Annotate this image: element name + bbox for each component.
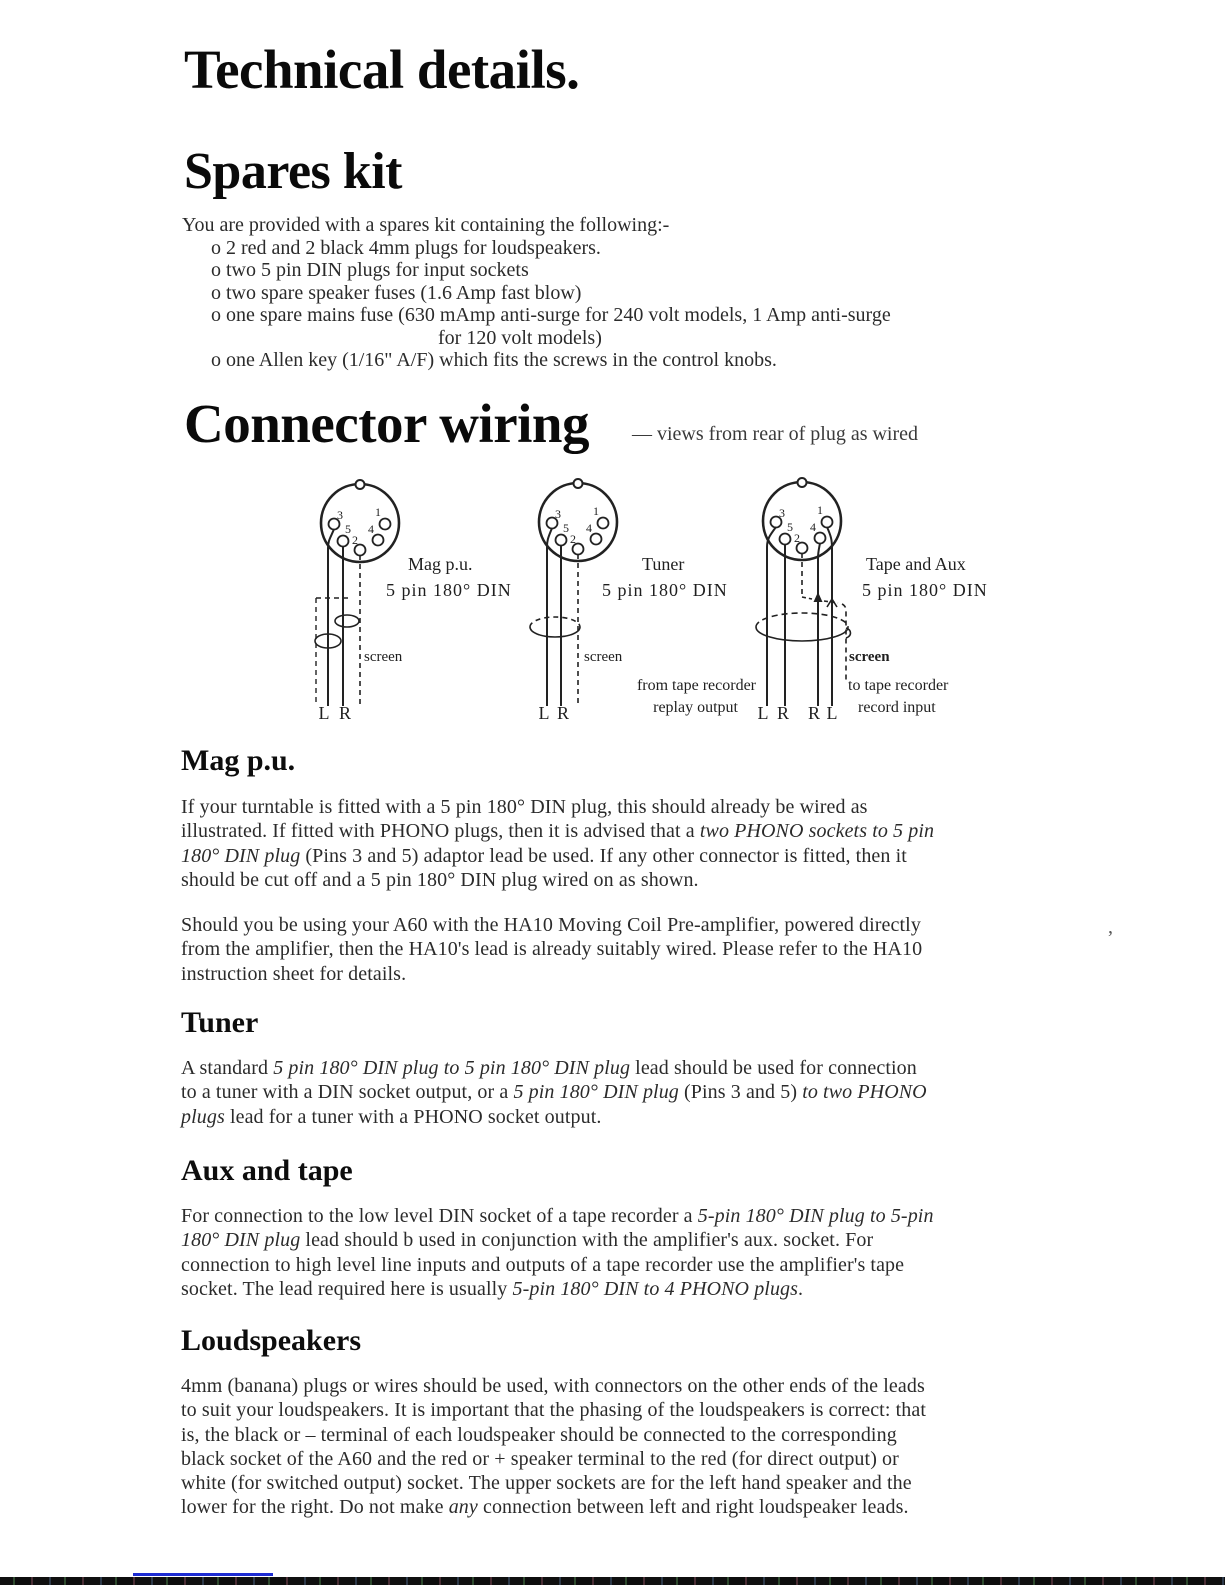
list-item-text: one spare mains fuse (630 mAmp anti-surge for 240 volt models, 1 Amp anti-surge [226, 304, 891, 327]
paragraph: A standard 5 pin 180° DIN plug to 5 pin 180° DIN plug lead should be used for connection to a tuner with a DIN socket output, or a 5 pin 180° DIN plug (Pins 3 and 5) to two PHONO plugs lead for a tuner with a PHONO socket output. [181, 1057, 927, 1128]
list-item [182, 282, 891, 304]
pin-4 [591, 534, 602, 545]
screen-loop [756, 627, 848, 641]
list-item-text: 2 red and 2 black 4mm plugs for loudspeakers. [226, 237, 601, 259]
pin-label: 1 [593, 504, 599, 518]
list-item-text: for 120 volt models) [438, 326, 602, 349]
pin-label: 4 [810, 520, 816, 534]
plug-body [763, 482, 841, 560]
scan-edge-bar [0, 1577, 1225, 1585]
pin-5 [556, 535, 567, 546]
wire-label: R [776, 703, 790, 723]
pin-label: 3 [555, 507, 561, 521]
section-heading-aux-and-tape: Aux and tape [181, 1154, 353, 1187]
spares-intro: You are provided with a spares kit containing the following:- [182, 214, 670, 236]
page-title: Technical details. [184, 39, 580, 100]
din-plug-tape-aux [756, 478, 851, 706]
screen-loop [756, 613, 848, 627]
plug-title: Tuner [642, 554, 685, 574]
pin-1 [822, 517, 833, 528]
list-item-text: two 5 pin DIN plugs for input sockets [226, 259, 529, 282]
pin-label: 5 [787, 520, 793, 534]
pin-label: 2 [794, 531, 800, 545]
pin-1 [598, 518, 609, 529]
connector-wiring-subtitle: — views from rear of plug as wired [632, 423, 919, 445]
plug-notch [798, 478, 807, 487]
scan-speck: , [1108, 916, 1113, 938]
list-item-text: two spare speaker fuses (1.6 Amp fast blow) [226, 281, 582, 304]
pin-label: 1 [817, 503, 823, 517]
screen-link [842, 604, 846, 683]
paragraph: If your turntable is fitted with a 5 pin 180° DIN plug, this should already be wired as illustrated. If fitted with PHONO plugs, then it is advised that a two PHONO sockets to 5 pin 180° DIN plug (Pins 3 and 5) adaptor lead be used. If any other connector is fitted, then it should be cut off and a 5 pin 180° DIN plug wired on as shown. [181, 796, 935, 891]
wire-left-2 [827, 527, 832, 706]
list-item-continuation [182, 327, 891, 349]
note-to-tape-recorder: to tape recorder [848, 677, 949, 694]
pin-label: 4 [368, 522, 374, 536]
list-bullet: o [211, 259, 221, 282]
spares-list [182, 237, 891, 371]
plug-notch [574, 479, 583, 488]
pin-label: 2 [352, 533, 358, 547]
section-heading-mag-pu: Mag p.u. [181, 744, 296, 777]
note-replay-output: replay output [653, 699, 738, 716]
section-heading-tuner: Tuner [181, 1006, 259, 1039]
screen-loop [530, 627, 580, 637]
wire-right-2 [818, 543, 820, 706]
pin-label: 3 [779, 506, 785, 520]
pin-5 [780, 534, 791, 545]
pin-5 [338, 536, 349, 547]
pin-label: 1 [375, 505, 381, 519]
pen-mark-line [133, 1573, 273, 1576]
plug-din-label: 5 pin 180° DIN [602, 580, 728, 600]
note-record-input: record input [858, 699, 936, 716]
screen-label: screen [849, 649, 890, 665]
connector-wiring-heading: Connector wiring [184, 393, 589, 454]
list-item [182, 304, 891, 326]
list-item [182, 259, 891, 281]
plug-body [539, 483, 617, 561]
plug-notch [356, 480, 365, 489]
list-bullet: o [211, 237, 221, 259]
list-bullet: o [211, 281, 221, 304]
list-bullet: o [211, 304, 221, 327]
screen-link [802, 597, 812, 599]
plug-title: Mag p.u. [408, 554, 473, 574]
pin-label: 2 [570, 532, 576, 546]
list-item [182, 237, 891, 259]
wire-left [328, 529, 334, 706]
pin-label: 3 [337, 508, 343, 522]
pin-4 [373, 535, 384, 546]
pin-label: 5 [345, 522, 351, 536]
connector-wiring-diagram [280, 462, 990, 730]
pin-4 [815, 533, 826, 544]
screen-loop [530, 617, 580, 627]
plug-title: Tape and Aux [866, 554, 966, 574]
pin-1 [380, 519, 391, 530]
wire-label: R [807, 703, 821, 723]
list-item-text: one Allen key (1/16" A/F) which fits the screws in the control knobs. [226, 348, 777, 371]
paragraph: For connection to the low level DIN socket of a tape recorder a 5-pin 180° DIN plug to 5-pin 180° DIN plug lead should b used in conjunction with the amplifier's aux. socket. For connection to high level line inputs and outputs of a tape recorder use the amplifier's tape socket. The lead required here is usually 5-pin 180° DIN to 4 PHONO plugs. [181, 1205, 934, 1300]
wire-label-right: R [556, 703, 570, 723]
arrow-up-icon [814, 592, 823, 602]
wire-label-right: R [338, 703, 352, 723]
wire-label-left: L [318, 703, 330, 723]
screen-label: screen [364, 649, 403, 665]
screen-label: screen [584, 649, 623, 665]
pin-label: 5 [563, 521, 569, 535]
plug-body [321, 484, 399, 562]
paragraph: Should you be using your A60 with the HA10 Moving Coil Pre-amplifier, powered directly from the amplifier, then the HA10's lead is already suitably wired. Please refer to the HA10 instruction sheet for details. [181, 914, 923, 985]
section-heading-loudspeakers: Loudspeakers [181, 1324, 362, 1357]
plug-din-label: 5 pin 180° DIN [386, 580, 512, 600]
note-from-tape-recorder: from tape recorder [636, 677, 756, 694]
plug-din-label: 5 pin 180° DIN [862, 580, 988, 600]
wire-label-left: L [538, 703, 550, 723]
wire-label: L [826, 703, 838, 723]
wire-label: L [757, 703, 769, 723]
paragraph: 4mm (banana) plugs or wires should be used, with connectors on the other ends of the leads to suit your loudspeakers. It is important that the phasing of the loudspeakers is correct: that is, the black or – terminal of each loudspeaker should be connected to the corresponding black socket of the A60 and the red or + speaker terminal to the red (for direct output) or white (for switched output) socket. The upper sockets are for the left hand speaker and the lower for the right. Do not make any connection between left and right loudspeaker leads. [181, 1375, 926, 1519]
list-item [182, 349, 891, 371]
list-bullet: o [211, 348, 221, 371]
spares-kit-heading: Spares kit [184, 143, 402, 200]
pin-label: 4 [586, 521, 592, 535]
screen-loop [335, 615, 359, 627]
